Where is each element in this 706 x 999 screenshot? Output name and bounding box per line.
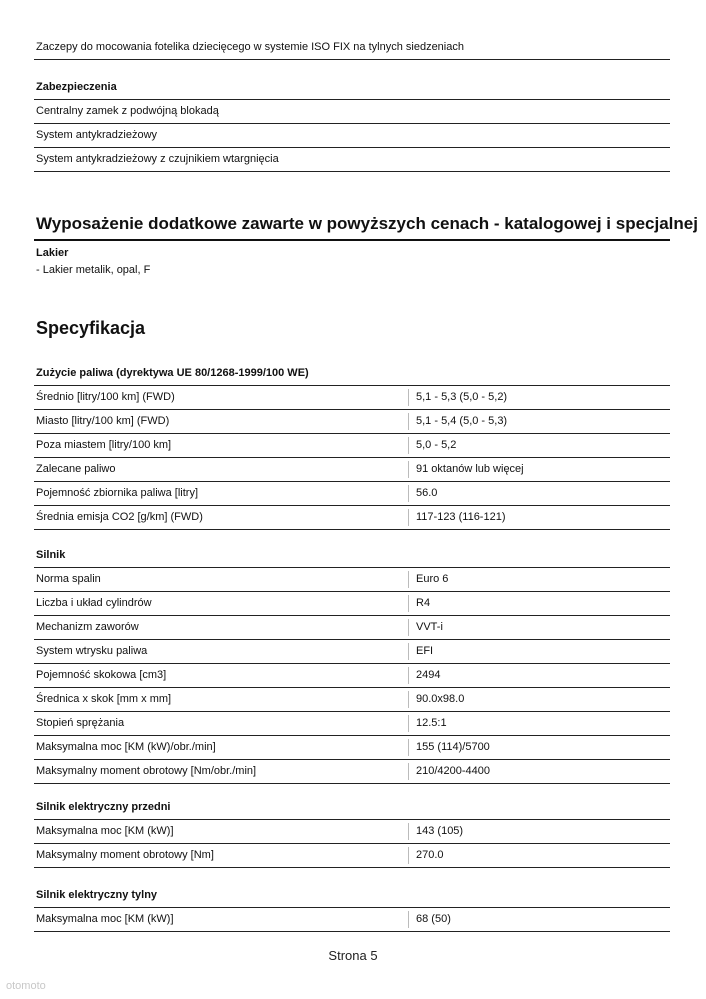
column-divider xyxy=(408,847,409,864)
column-divider xyxy=(408,667,409,684)
extras-heading: Wyposażenie dodatkowe zawarte w powyższych cenach - katalogowej i specjalnej xyxy=(36,214,698,233)
row-value: 2494 xyxy=(416,669,441,681)
column-divider xyxy=(408,509,409,526)
row-value: R4 xyxy=(416,597,431,609)
column-divider xyxy=(408,413,409,430)
feature-label: Centralny zamek z podwójną blokadą xyxy=(36,105,219,117)
table-row xyxy=(34,736,670,760)
column-divider xyxy=(408,643,409,660)
row-label: Maksymalny moment obrotowy [Nm/obr./min] xyxy=(36,765,257,777)
row-label: Pojemność zbiornika paliwa [litry] xyxy=(36,487,199,499)
row-label: Średnio [litry/100 km] (FWD) xyxy=(36,391,175,403)
row-value: 155 (114)/5700 xyxy=(416,741,490,753)
column-divider xyxy=(408,739,409,756)
row-value: 90.0x98.0 xyxy=(416,693,465,705)
row-value: 143 (105) xyxy=(416,825,464,837)
row-label: Średnica x skok [mm x mm] xyxy=(36,693,172,705)
row-value: 117-123 (116-121) xyxy=(416,511,506,523)
row-label: Średnia emisja CO2 [g/km] (FWD) xyxy=(36,511,203,523)
row-label: Poza miastem [litry/100 km] xyxy=(36,439,172,451)
extras-item: - Lakier metalik, opal, F xyxy=(36,264,151,276)
spec-heading: Specyfikacja xyxy=(36,318,146,338)
table-row xyxy=(34,844,670,868)
table-row xyxy=(34,386,670,410)
column-divider xyxy=(408,911,409,928)
row-label: Stopień sprężania xyxy=(36,717,125,729)
table-row xyxy=(34,482,670,506)
row-label: Maksymalna moc [KM (kW)/obr./min] xyxy=(36,741,216,753)
row-label: Norma spalin xyxy=(36,573,101,585)
row-label: Mechanizm zaworów xyxy=(36,621,139,633)
table-row xyxy=(34,458,670,482)
row-label: Zalecane paliwo xyxy=(36,463,116,475)
table-row xyxy=(34,568,670,592)
column-divider xyxy=(408,571,409,588)
table-row xyxy=(34,908,670,932)
section-title: Zużycie paliwa (dyrektywa UE 80/1268-1999/100 WE) xyxy=(36,367,309,379)
feature-label: Zaczepy do mocowania fotelika dziecięcego w systemie ISO FIX na tylnych siedzeniach xyxy=(36,41,464,53)
table-row xyxy=(34,434,670,458)
table-row xyxy=(34,688,670,712)
row-value: 91 oktanów lub więcej xyxy=(416,463,524,475)
heading-divider xyxy=(34,239,670,241)
section-header-fuel xyxy=(34,362,670,386)
row-label: Maksymalna moc [KM (kW)] xyxy=(36,913,174,925)
feature-row xyxy=(34,36,670,60)
table-row xyxy=(34,640,670,664)
table-row xyxy=(34,712,670,736)
row-value: 56.0 xyxy=(416,487,438,499)
section-header-rear-motor xyxy=(34,884,670,908)
watermark-text: otomoto xyxy=(6,980,46,992)
feature-row xyxy=(34,148,670,172)
row-label: System wtrysku paliwa xyxy=(36,645,148,657)
row-value: 5,0 - 5,2 xyxy=(416,439,457,451)
column-divider xyxy=(408,595,409,612)
column-divider xyxy=(408,763,409,780)
feature-label: System antykradzieżowy xyxy=(36,129,158,141)
table-row xyxy=(34,616,670,640)
section-title: Silnik xyxy=(36,549,66,561)
table-row xyxy=(34,664,670,688)
table-row xyxy=(34,820,670,844)
section-title: Zabezpieczenia xyxy=(36,81,117,93)
table-row xyxy=(34,760,670,784)
row-value: EFI xyxy=(416,645,434,657)
row-value: 5,1 - 5,4 (5,0 - 5,3) xyxy=(416,415,508,427)
column-divider xyxy=(408,823,409,840)
row-value: 5,1 - 5,3 (5,0 - 5,2) xyxy=(416,391,508,403)
row-label: Liczba i układ cylindrów xyxy=(36,597,152,609)
row-label: Maksymalny moment obrotowy [Nm] xyxy=(36,849,214,861)
table-row xyxy=(34,410,670,434)
table-row xyxy=(34,506,670,530)
row-label: Maksymalna moc [KM (kW)] xyxy=(36,825,174,837)
row-value: 210/4200-4400 xyxy=(416,765,491,777)
feature-row xyxy=(34,124,670,148)
column-divider xyxy=(408,691,409,708)
column-divider xyxy=(408,485,409,502)
section-title: Silnik elektryczny przedni xyxy=(36,801,171,813)
page-number: Strona 5 xyxy=(328,948,378,963)
section-title: Silnik elektryczny tylny xyxy=(36,889,158,901)
column-divider xyxy=(408,389,409,406)
feature-label: System antykradzieżowy z czujnikiem wtargnięcia xyxy=(36,153,279,165)
row-value: VVT-i xyxy=(416,621,443,633)
section-header-front-motor xyxy=(34,796,670,820)
row-value: 68 (50) xyxy=(416,913,451,925)
column-divider xyxy=(408,437,409,454)
row-label: Miasto [litry/100 km] (FWD) xyxy=(36,415,170,427)
feature-row xyxy=(34,100,670,124)
section-header-security xyxy=(34,76,670,100)
column-divider xyxy=(408,715,409,732)
extras-subtitle: Lakier xyxy=(36,247,69,259)
column-divider xyxy=(408,461,409,478)
section-header-engine xyxy=(34,544,670,568)
row-value: 12.5:1 xyxy=(416,717,447,729)
column-divider xyxy=(408,619,409,636)
row-value: Euro 6 xyxy=(416,573,449,585)
table-row xyxy=(34,592,670,616)
row-label: Pojemność skokowa [cm3] xyxy=(36,669,167,681)
row-value: 270.0 xyxy=(416,849,444,861)
